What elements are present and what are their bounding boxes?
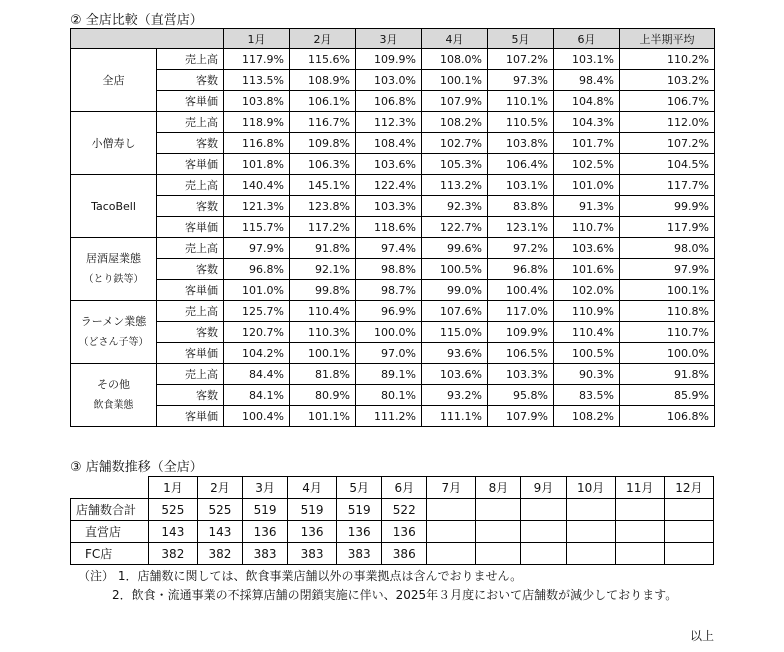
value-cell: 83.5%	[554, 385, 620, 406]
metric-label: 客数	[157, 385, 224, 406]
value-cell: 109.9%	[356, 49, 422, 70]
value-cell: 102.0%	[554, 280, 620, 301]
group-label-line: 全店	[102, 73, 125, 87]
count-cell: 525	[197, 499, 242, 521]
metric-label: 客単価	[157, 406, 224, 427]
value-cell: 103.3%	[356, 196, 422, 217]
value-cell: 103.0%	[356, 70, 422, 91]
value-cell: 104.8%	[554, 91, 620, 112]
value-cell: 97.2%	[488, 238, 554, 259]
value-cell: 80.1%	[356, 385, 422, 406]
value-cell: 96.8%	[488, 259, 554, 280]
count-cell: 386	[382, 543, 427, 565]
count-cell: 522	[382, 499, 427, 521]
group-label-line: （とり鉄等）	[83, 274, 144, 285]
count-cell: 143	[148, 521, 197, 543]
value-cell: 100.0%	[620, 343, 715, 364]
count-cell	[476, 521, 521, 543]
table-row	[71, 280, 715, 301]
value-cell: 100.4%	[224, 406, 290, 427]
value-cell: 101.8%	[224, 154, 290, 175]
value-cell: 108.9%	[290, 70, 356, 91]
value-cell: 122.7%	[422, 217, 488, 238]
value-cell: 97.9%	[620, 259, 715, 280]
value-cell: 110.4%	[290, 301, 356, 322]
metric-label: 売上高	[157, 364, 224, 385]
table-row	[71, 364, 715, 385]
column-header: 2月	[290, 29, 356, 49]
value-cell: 120.7%	[224, 322, 290, 343]
column-header: 1月	[224, 29, 290, 49]
value-cell: 85.9%	[620, 385, 715, 406]
value-cell: 84.1%	[224, 385, 290, 406]
metric-label: 客単価	[157, 217, 224, 238]
table-row	[71, 133, 715, 154]
value-cell: 112.3%	[356, 112, 422, 133]
value-cell: 103.6%	[356, 154, 422, 175]
value-cell: 103.8%	[224, 91, 290, 112]
month-header: 3月	[243, 477, 288, 499]
value-cell: 91.8%	[290, 238, 356, 259]
value-cell: 122.4%	[356, 175, 422, 196]
metric-label: 客数	[157, 70, 224, 91]
value-cell: 93.6%	[422, 343, 488, 364]
count-cell	[566, 499, 615, 521]
value-cell: 98.7%	[356, 280, 422, 301]
value-cell: 125.7%	[224, 301, 290, 322]
note-1: （注） 1．店舗数に関しては、飲食事業店舗以外の事業拠点は含んでおりません。	[78, 569, 523, 583]
count-cell: 383	[337, 543, 382, 565]
group-label	[71, 49, 157, 112]
value-cell: 116.8%	[224, 133, 290, 154]
value-cell: 110.7%	[620, 322, 715, 343]
column-header: 上半期平均	[620, 29, 715, 49]
value-cell: 101.7%	[554, 133, 620, 154]
count-cell: 382	[148, 543, 197, 565]
value-cell: 110.1%	[488, 91, 554, 112]
table-row	[71, 499, 714, 521]
table-row	[71, 196, 715, 217]
row-label: FC店	[71, 543, 149, 565]
count-cell: 136	[337, 521, 382, 543]
count-cell: 143	[197, 521, 242, 543]
value-cell: 100.4%	[488, 280, 554, 301]
value-cell: 108.2%	[422, 112, 488, 133]
count-cell	[521, 543, 566, 565]
value-cell: 100.5%	[554, 343, 620, 364]
metric-label: 売上高	[157, 301, 224, 322]
value-cell: 112.0%	[620, 112, 715, 133]
table-row	[71, 301, 715, 322]
month-header: 11月	[615, 477, 664, 499]
count-cell: 136	[382, 521, 427, 543]
table-row	[71, 406, 715, 427]
month-header: 8月	[476, 477, 521, 499]
value-cell: 99.0%	[422, 280, 488, 301]
count-cell	[664, 521, 713, 543]
value-cell: 89.1%	[356, 364, 422, 385]
metric-label: 客数	[157, 196, 224, 217]
count-cell	[476, 543, 521, 565]
month-header: 10月	[566, 477, 615, 499]
value-cell: 109.8%	[290, 133, 356, 154]
value-cell: 106.3%	[290, 154, 356, 175]
value-cell: 117.0%	[488, 301, 554, 322]
table-row	[71, 91, 715, 112]
value-cell: 118.9%	[224, 112, 290, 133]
value-cell: 110.8%	[620, 301, 715, 322]
group-label-line: 飲食業態	[93, 400, 134, 411]
value-cell: 110.4%	[554, 322, 620, 343]
group-label	[71, 238, 157, 301]
value-cell: 100.1%	[290, 343, 356, 364]
value-cell: 108.2%	[554, 406, 620, 427]
value-cell: 101.0%	[554, 175, 620, 196]
value-cell: 103.1%	[488, 175, 554, 196]
table-row	[71, 521, 714, 543]
table-row	[71, 238, 715, 259]
table-row	[71, 343, 715, 364]
value-cell: 111.1%	[422, 406, 488, 427]
value-cell: 110.3%	[290, 322, 356, 343]
store-comparison-table	[70, 28, 715, 427]
count-cell: 519	[337, 499, 382, 521]
value-cell: 84.4%	[224, 364, 290, 385]
count-cell	[615, 499, 664, 521]
value-cell: 100.1%	[422, 70, 488, 91]
value-cell: 99.9%	[620, 196, 715, 217]
row-label: 店舗数合計	[71, 499, 149, 521]
value-cell: 105.3%	[422, 154, 488, 175]
metric-label: 客単価	[157, 154, 224, 175]
metric-label: 売上高	[157, 175, 224, 196]
value-cell: 102.5%	[554, 154, 620, 175]
value-cell: 97.0%	[356, 343, 422, 364]
value-cell: 96.9%	[356, 301, 422, 322]
value-cell: 101.6%	[554, 259, 620, 280]
value-cell: 93.2%	[422, 385, 488, 406]
table-row	[71, 154, 715, 175]
value-cell: 91.3%	[554, 196, 620, 217]
value-cell: 101.0%	[224, 280, 290, 301]
group-label	[71, 364, 157, 427]
value-cell: 102.7%	[422, 133, 488, 154]
month-header: 6月	[382, 477, 427, 499]
value-cell: 113.2%	[422, 175, 488, 196]
metric-label: 売上高	[157, 238, 224, 259]
header-corner	[71, 29, 224, 49]
count-cell	[566, 521, 615, 543]
count-cell: 382	[197, 543, 242, 565]
row-label: 直営店	[71, 521, 149, 543]
group-label-line: 小僧寿し	[91, 136, 136, 150]
count-cell: 383	[288, 543, 337, 565]
value-cell: 106.4%	[488, 154, 554, 175]
table-row	[71, 49, 715, 70]
value-cell: 99.8%	[290, 280, 356, 301]
store-count-table	[70, 476, 714, 565]
count-cell	[664, 499, 713, 521]
value-cell: 121.3%	[224, 196, 290, 217]
value-cell: 103.6%	[554, 238, 620, 259]
count-cell: 519	[243, 499, 288, 521]
value-cell: 118.6%	[356, 217, 422, 238]
value-cell: 97.9%	[224, 238, 290, 259]
count-cell: 383	[243, 543, 288, 565]
value-cell: 117.9%	[620, 217, 715, 238]
month-header: 7月	[427, 477, 476, 499]
group-label	[71, 175, 157, 238]
count-cell: 136	[243, 521, 288, 543]
month-header: 9月	[521, 477, 566, 499]
section3-title: ③ 店舗数推移（全店）	[70, 460, 203, 475]
count-cell	[521, 521, 566, 543]
value-cell: 97.4%	[356, 238, 422, 259]
value-cell: 97.3%	[488, 70, 554, 91]
metric-label: 客単価	[157, 343, 224, 364]
value-cell: 117.9%	[224, 49, 290, 70]
value-cell: 107.9%	[488, 406, 554, 427]
column-header: 4月	[422, 29, 488, 49]
value-cell: 108.0%	[422, 49, 488, 70]
table-row	[71, 543, 714, 565]
value-cell: 92.3%	[422, 196, 488, 217]
table-row	[71, 217, 715, 238]
count-cell	[427, 521, 476, 543]
count-cell	[521, 499, 566, 521]
value-cell: 83.8%	[488, 196, 554, 217]
end-mark: 以上	[690, 629, 715, 643]
value-cell: 140.4%	[224, 175, 290, 196]
value-cell: 103.2%	[620, 70, 715, 91]
table-row	[71, 322, 715, 343]
month-header: 5月	[337, 477, 382, 499]
value-cell: 110.5%	[488, 112, 554, 133]
group-label-line: （どさん子等）	[78, 337, 149, 348]
count-cell	[664, 543, 713, 565]
column-header: 5月	[488, 29, 554, 49]
value-cell: 116.7%	[290, 112, 356, 133]
value-cell: 107.2%	[620, 133, 715, 154]
metric-label: 客単価	[157, 91, 224, 112]
count-cell: 519	[288, 499, 337, 521]
value-cell: 95.8%	[488, 385, 554, 406]
group-label-line: TacoBell	[91, 199, 136, 213]
note-2: 2．飲食・流通事業の不採算店舗の閉鎖実施に伴い、2025年３月度において店舗数が減少しております。	[112, 588, 678, 602]
value-cell: 115.7%	[224, 217, 290, 238]
value-cell: 115.0%	[422, 322, 488, 343]
value-cell: 99.6%	[422, 238, 488, 259]
count-cell	[476, 499, 521, 521]
count-cell	[615, 543, 664, 565]
value-cell: 100.0%	[356, 322, 422, 343]
value-cell: 101.1%	[290, 406, 356, 427]
value-cell: 98.4%	[554, 70, 620, 91]
value-cell: 90.3%	[554, 364, 620, 385]
metric-label: 客数	[157, 133, 224, 154]
value-cell: 100.5%	[422, 259, 488, 280]
month-header: 12月	[664, 477, 713, 499]
value-cell: 106.7%	[620, 91, 715, 112]
count-cell	[427, 499, 476, 521]
value-cell: 104.5%	[620, 154, 715, 175]
group-label-line: 居酒屋業態	[86, 252, 141, 265]
column-header: 3月	[356, 29, 422, 49]
value-cell: 111.2%	[356, 406, 422, 427]
value-cell: 106.8%	[620, 406, 715, 427]
column-header: 6月	[554, 29, 620, 49]
value-cell: 115.6%	[290, 49, 356, 70]
value-cell: 104.2%	[224, 343, 290, 364]
value-cell: 109.9%	[488, 322, 554, 343]
value-cell: 117.2%	[290, 217, 356, 238]
value-cell: 100.1%	[620, 280, 715, 301]
group-label	[71, 301, 157, 364]
value-cell: 145.1%	[290, 175, 356, 196]
metric-label: 客数	[157, 322, 224, 343]
value-cell: 123.8%	[290, 196, 356, 217]
value-cell: 110.2%	[620, 49, 715, 70]
month-header: 2月	[197, 477, 242, 499]
value-cell: 103.1%	[554, 49, 620, 70]
count-cell	[615, 521, 664, 543]
section2-title: ② 全店比較（直営店）	[70, 13, 203, 28]
value-cell: 98.8%	[356, 259, 422, 280]
value-cell: 92.1%	[290, 259, 356, 280]
value-cell: 96.8%	[224, 259, 290, 280]
value-cell: 123.1%	[488, 217, 554, 238]
value-cell: 110.9%	[554, 301, 620, 322]
value-cell: 106.8%	[356, 91, 422, 112]
value-cell: 81.8%	[290, 364, 356, 385]
value-cell: 80.9%	[290, 385, 356, 406]
count-cell	[427, 543, 476, 565]
value-cell: 107.6%	[422, 301, 488, 322]
value-cell: 110.7%	[554, 217, 620, 238]
count-cell: 136	[288, 521, 337, 543]
value-cell: 117.7%	[620, 175, 715, 196]
value-cell: 103.8%	[488, 133, 554, 154]
table-row	[71, 112, 715, 133]
metric-label: 客数	[157, 259, 224, 280]
count-cell: 525	[148, 499, 197, 521]
group-label-line: ラーメン業態	[80, 315, 147, 328]
metric-label: 客単価	[157, 280, 224, 301]
value-cell: 113.5%	[224, 70, 290, 91]
month-header: 4月	[288, 477, 337, 499]
table-row	[71, 175, 715, 196]
value-cell: 107.2%	[488, 49, 554, 70]
value-cell: 108.4%	[356, 133, 422, 154]
group-label	[71, 112, 157, 175]
value-cell: 107.9%	[422, 91, 488, 112]
table-row	[71, 385, 715, 406]
value-cell: 98.0%	[620, 238, 715, 259]
metric-label: 売上高	[157, 112, 224, 133]
table-row	[71, 259, 715, 280]
value-cell: 106.5%	[488, 343, 554, 364]
month-header: 1月	[148, 477, 197, 499]
count-cell	[566, 543, 615, 565]
value-cell: 103.6%	[422, 364, 488, 385]
value-cell: 103.3%	[488, 364, 554, 385]
value-cell: 91.8%	[620, 364, 715, 385]
header-corner	[71, 477, 149, 499]
table-row	[71, 70, 715, 91]
value-cell: 106.1%	[290, 91, 356, 112]
group-label-line: その他	[97, 378, 130, 391]
metric-label: 売上高	[157, 49, 224, 70]
value-cell: 104.3%	[554, 112, 620, 133]
